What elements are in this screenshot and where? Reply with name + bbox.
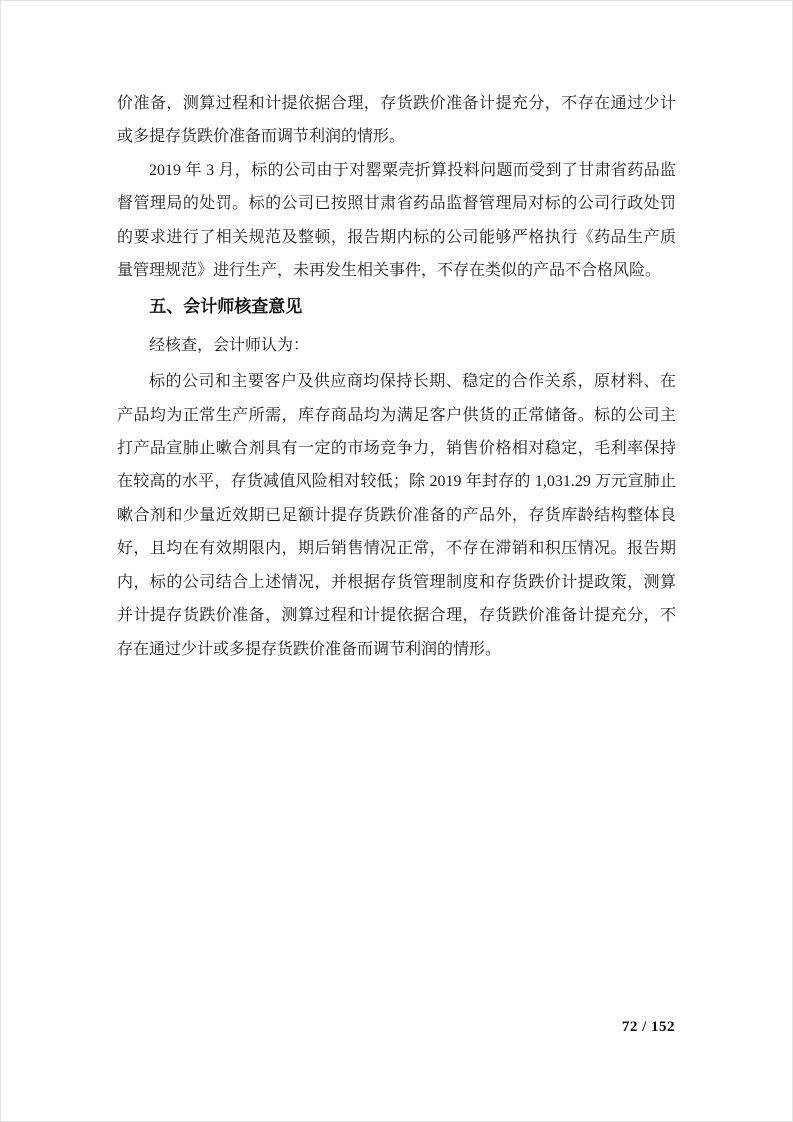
paragraph-accountant-opinion: 标的公司和主要客户及供应商均保持长期、稳定的合作关系，原材料、在产品均为正常生产所需，库存商品均为满足客户供货的正常储备。标的公司主打产品宣肺止嗽合剂具有一定的市场竞争力，销售价格相对稳定，毛利率保持在较高的水平，存货减值风险相对较低；除 2019 年封存的 1,031.29 万元宣肺止嗽合剂和少量近效期已足额计提存货跌价准备的产品外，存货库龄结构整体良好，且均在有效期限内，期后销售情况正常，不存在滞销和积压情况。报告期内，标的公司结合上述情况，并根据存货管理制度和存货跌价计提政策，测算并计提存货跌价准备，测算过程和计提依据合理，存货跌价准备计提充分，不存在通过少计或多提存货跌价准备而调节利润的情形。 (117, 373, 676, 658)
document-body (117, 87, 676, 666)
paragraph-penalty-2019: 2019 年 3 月，标的公司由于对罂粟壳折算投料问题而受到了甘肃省药品监督管理局的处罚。标的公司已按照甘肃省药品监督管理局对标的公司行政处罚的要求进行了相关规范及整顿，报告期内标的公司能够严格执行《药品生产质量管理规范》进行生产，未再发生相关事件，不存在类似的产品不合格风险。 (117, 161, 676, 280)
section-heading-accountant-opinion: 五、会计师核查意见 (149, 297, 303, 317)
paragraph-verification-lead: 经核查，会计师认为： (149, 336, 310, 354)
page-number: 72 / 152 (621, 1019, 675, 1035)
paragraph-continuation: 价准备，测算过程和计提依据合理，存货跌价准备计提充分，不存在通过少计或多提存货跌价准备而调节利润的情形。 (117, 95, 676, 146)
